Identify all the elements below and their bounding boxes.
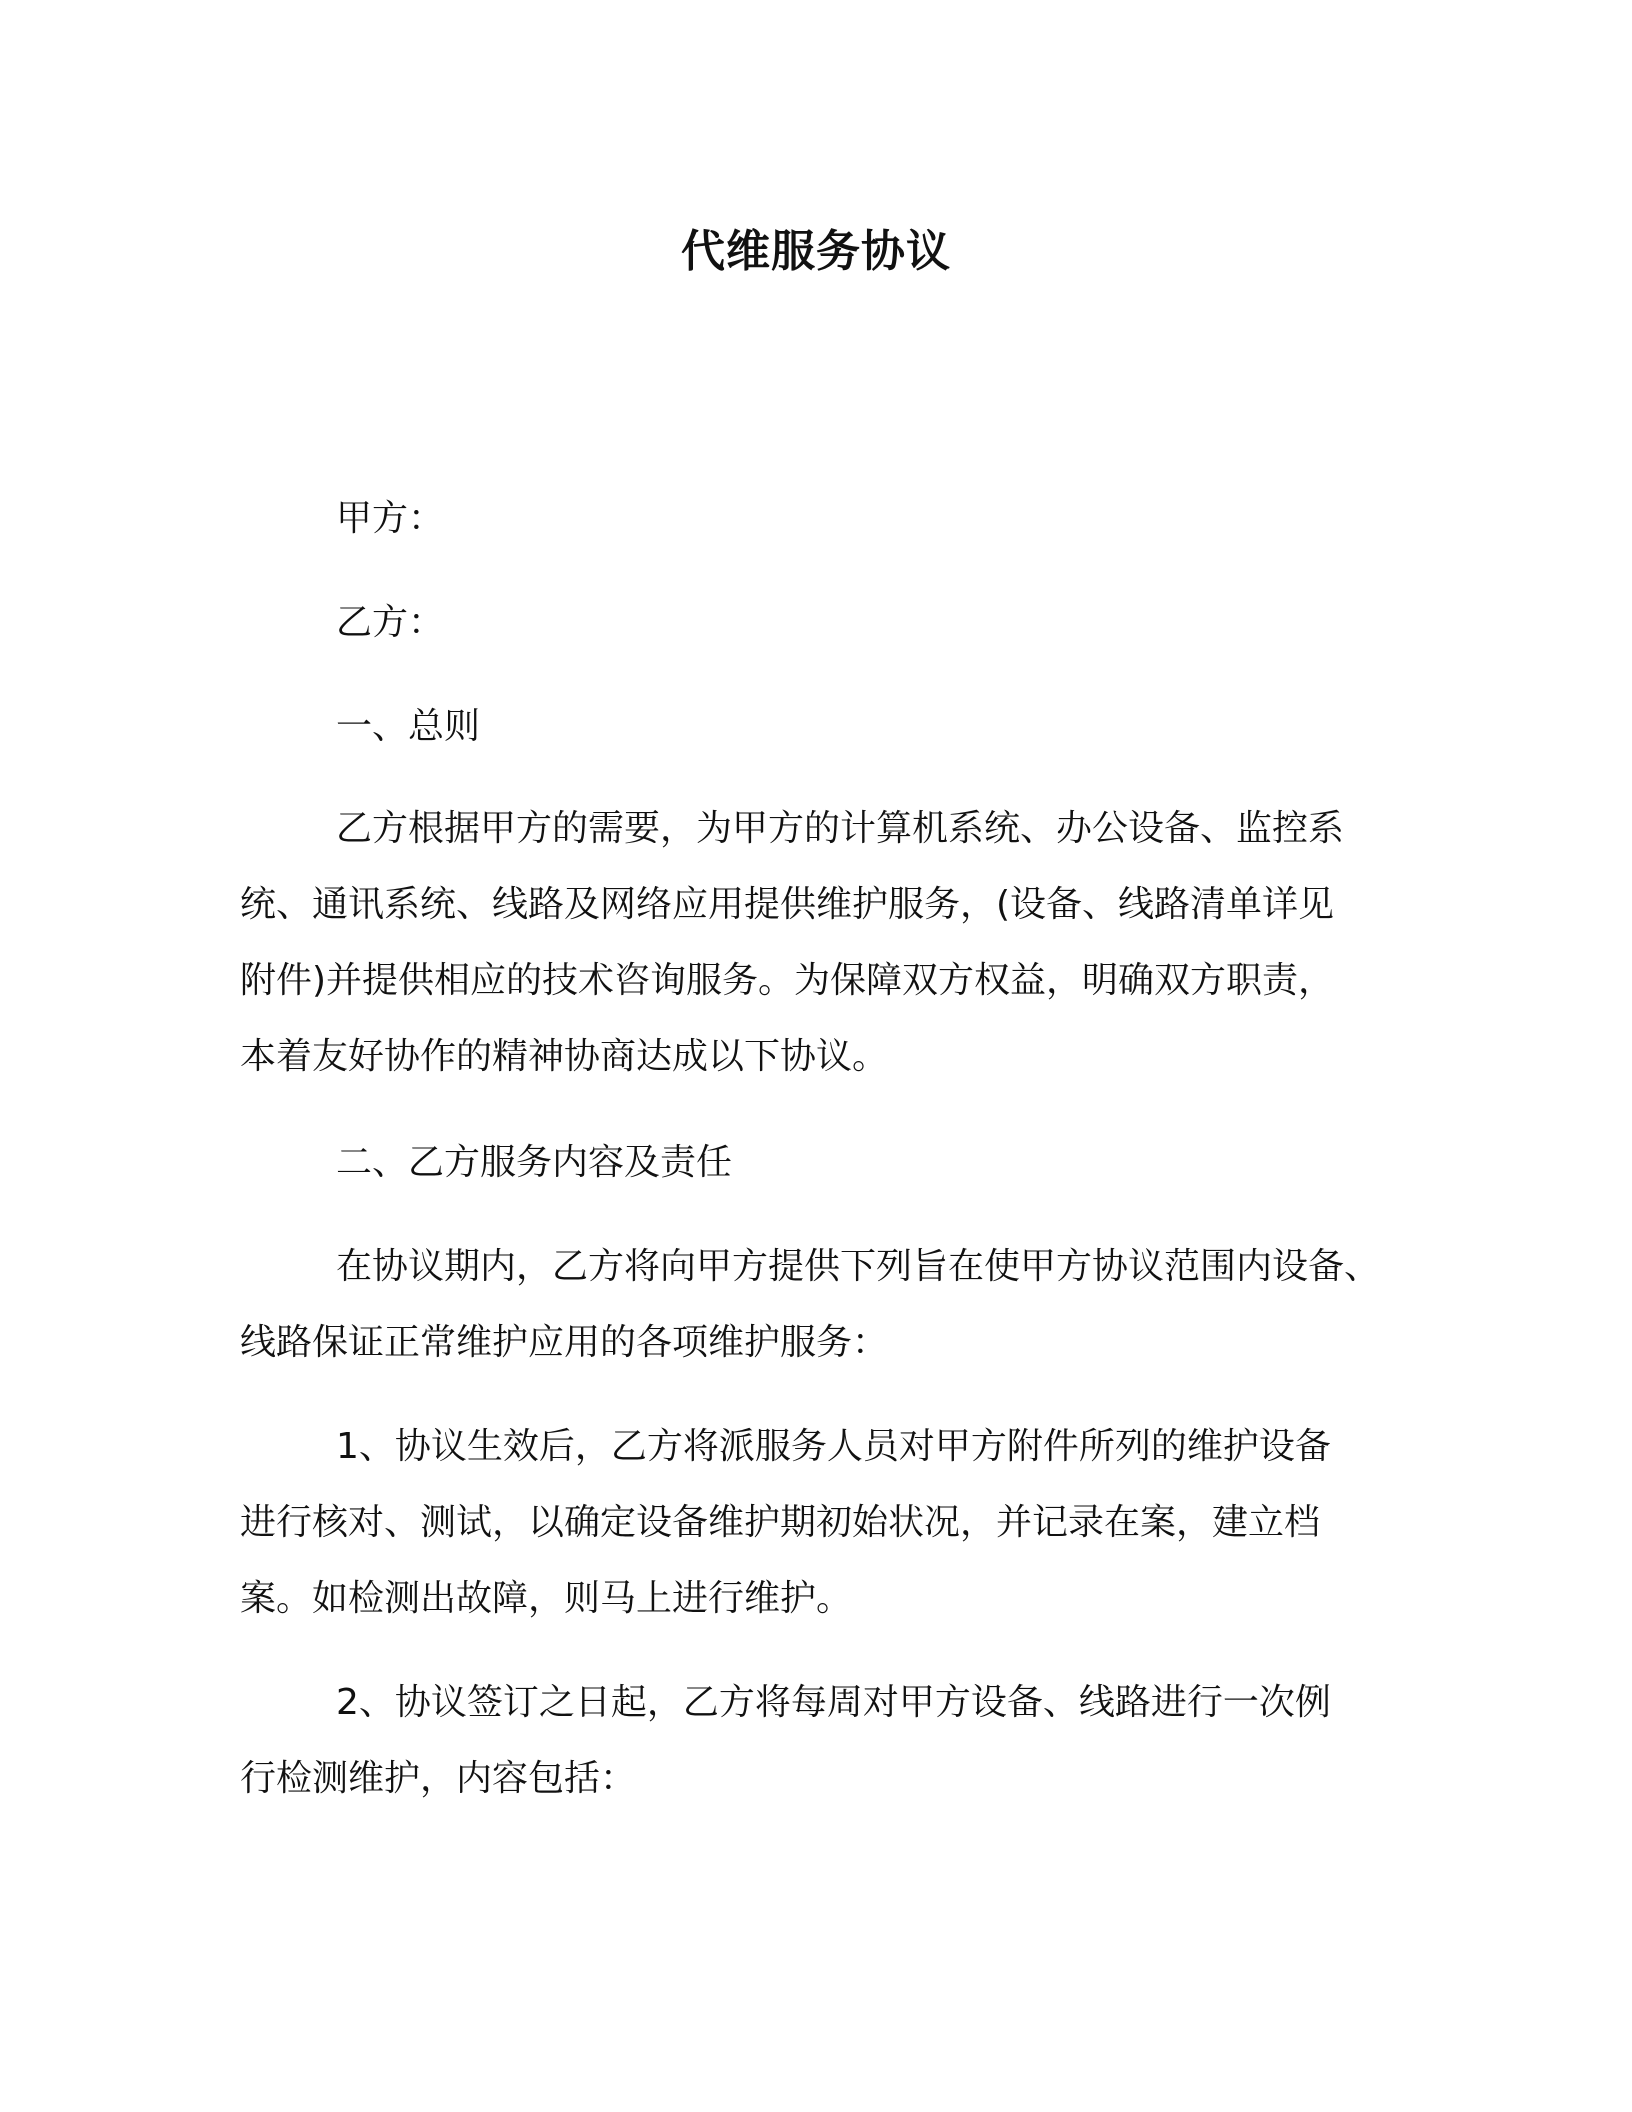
section2-heading: 二、乙方服务内容及责任 bbox=[336, 1142, 733, 1183]
section1-line-3: 附件)并提供相应的技术咨询服务。为保障双方权益，明确双方职责， bbox=[240, 960, 1335, 1001]
item1-line-1: 1、协议生效后，乙方将派服务人员对甲方附件所列的维护设备 bbox=[336, 1426, 1331, 1467]
section2-intro-line-2: 线路保证正常维护应用的各项维护服务： bbox=[240, 1322, 889, 1363]
section1-heading: 一、总则 bbox=[336, 706, 481, 747]
item2-line-1: 2、协议签订之日起，乙方将每周对甲方设备、线路进行一次例 bbox=[336, 1682, 1331, 1723]
item1-line-2: 进行核对、测试，以确定设备维护期初始状况，并记录在案，建立档 bbox=[240, 1502, 1321, 1543]
section2-intro-line-1: 在协议期内，乙方将向甲方提供下列旨在使甲方协议范围内设备、 bbox=[336, 1246, 1381, 1287]
party-a-label: 甲方： bbox=[336, 498, 445, 539]
section1-line-4: 本着友好协作的精神协商达成以下协议。 bbox=[240, 1036, 889, 1077]
section1-line-2: 统、通讯系统、线路及网络应用提供维护服务，(设备、线路清单详见 bbox=[240, 884, 1335, 925]
document-title: 代维服务协议 bbox=[681, 226, 951, 277]
item2-line-2: 行检测维护，内容包括： bbox=[240, 1758, 637, 1799]
party-b-label: 乙方： bbox=[336, 602, 445, 643]
section1-line-1: 乙方根据甲方的需要，为甲方的计算机系统、办公设备、监控系 bbox=[336, 808, 1345, 849]
item1-line-3: 案。如检测出故障，则马上进行维护。 bbox=[240, 1578, 853, 1619]
